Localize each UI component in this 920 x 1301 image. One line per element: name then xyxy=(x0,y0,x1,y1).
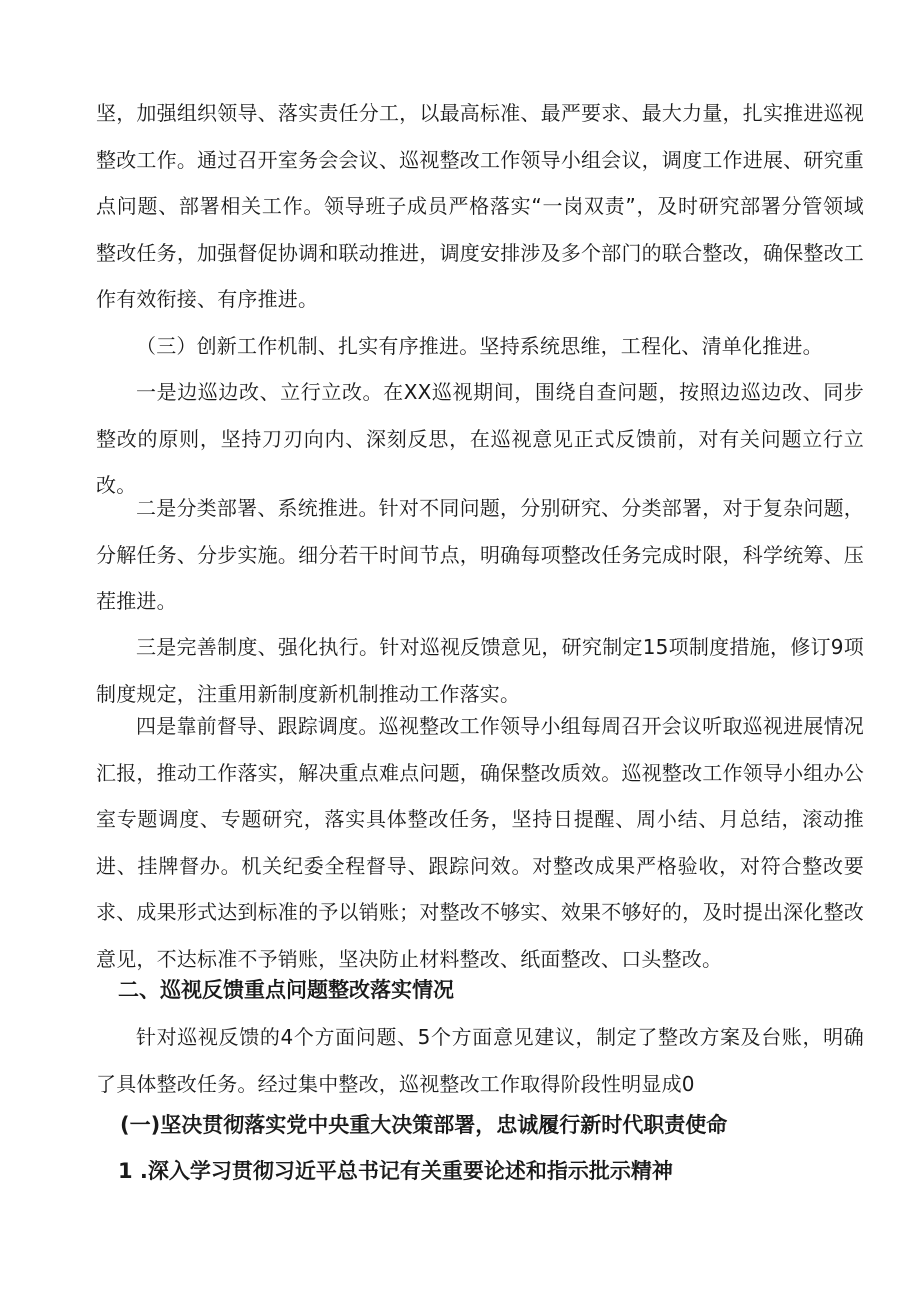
subsubsection-heading: 1 .深入学习贯彻习近平总书记有关重要论述和指示批示精神 xyxy=(118,1159,673,1183)
paragraph-leadership-continued: 坚，加强组织领导、落实责任分工，以最高标准、最严要求、最大力量，扎实推进巡视整改工作。通过召开室务会会议、巡视整改工作领导小组会议，调度工作进展、研究重点问题、部署相关工作。领导班子成员严格落实“一岗双责”，及时研究部署分管领域整改任务，加强督促协调和联动推进，调度安排涉及多个部门的联合整改，确保整改工作有效衔接、有序推进。 xyxy=(96,101,864,311)
section-heading: 二、巡视反馈重点问题整改落实情况 xyxy=(118,978,454,1002)
subsection-heading: (一)坚决贯彻落实党中央重大决策部署，忠诚履行新时代职责使命 xyxy=(120,1113,728,1137)
paragraph-point-two: 二是分类部署、系统推进。针对不同问题，分别研究、分类部署，对于复杂问题，分解任务、分步实施。细分若干时间节点，明确每项整改任务完成时限，科学统筹、压茬推进。 xyxy=(96,496,864,613)
paragraph-point-three: 三是完善制度、强化执行。针对巡视反馈意见，研究制定15项制度措施，修订9项制度规定，注重用新制度新机制推动工作落实。 xyxy=(96,635,864,706)
paragraph-heading-innovation: （三）创新工作机制、扎实有序推进。坚持系统思维，工程化、清单化推进。 xyxy=(136,334,823,358)
section-paragraph: 针对巡视反馈的4个方面问题、5个方面意见建议，制定了整改方案及台账，明确了具体整改任务。经过集中整改，巡视整改工作取得阶段性明显成0 xyxy=(96,1025,864,1096)
paragraph-point-four: 四是靠前督导、跟踪调度。巡视整改工作领导小组每周召开会议听取巡视进展情况汇报，推动工作落实，解决重点难点问题，确保整改质效。巡视整改工作领导小组办公室专题调度、专题研究，落实具体整改任务，坚持日提醒、周小结、月总结，滚动推进、挂牌督办。机关纪委全程督导、跟踪问效。对整改成果严格验收，对符合整改要求、成果形式达到标准的予以销账；对整改不够实、效果不够好的，及时提出深化整改意见，不达标准不予销账，坚决防止材料整改、纸面整改、口头整改。 xyxy=(96,714,864,971)
paragraph-point-one: 一是边巡边改、立行立改。在XX巡视期间，围绕自查问题，按照边巡边改、同步整改的原则，坚持刀刃向内、深刻反思，在巡视意见正式反馈前，对有关问题立行立改。 xyxy=(96,380,864,497)
